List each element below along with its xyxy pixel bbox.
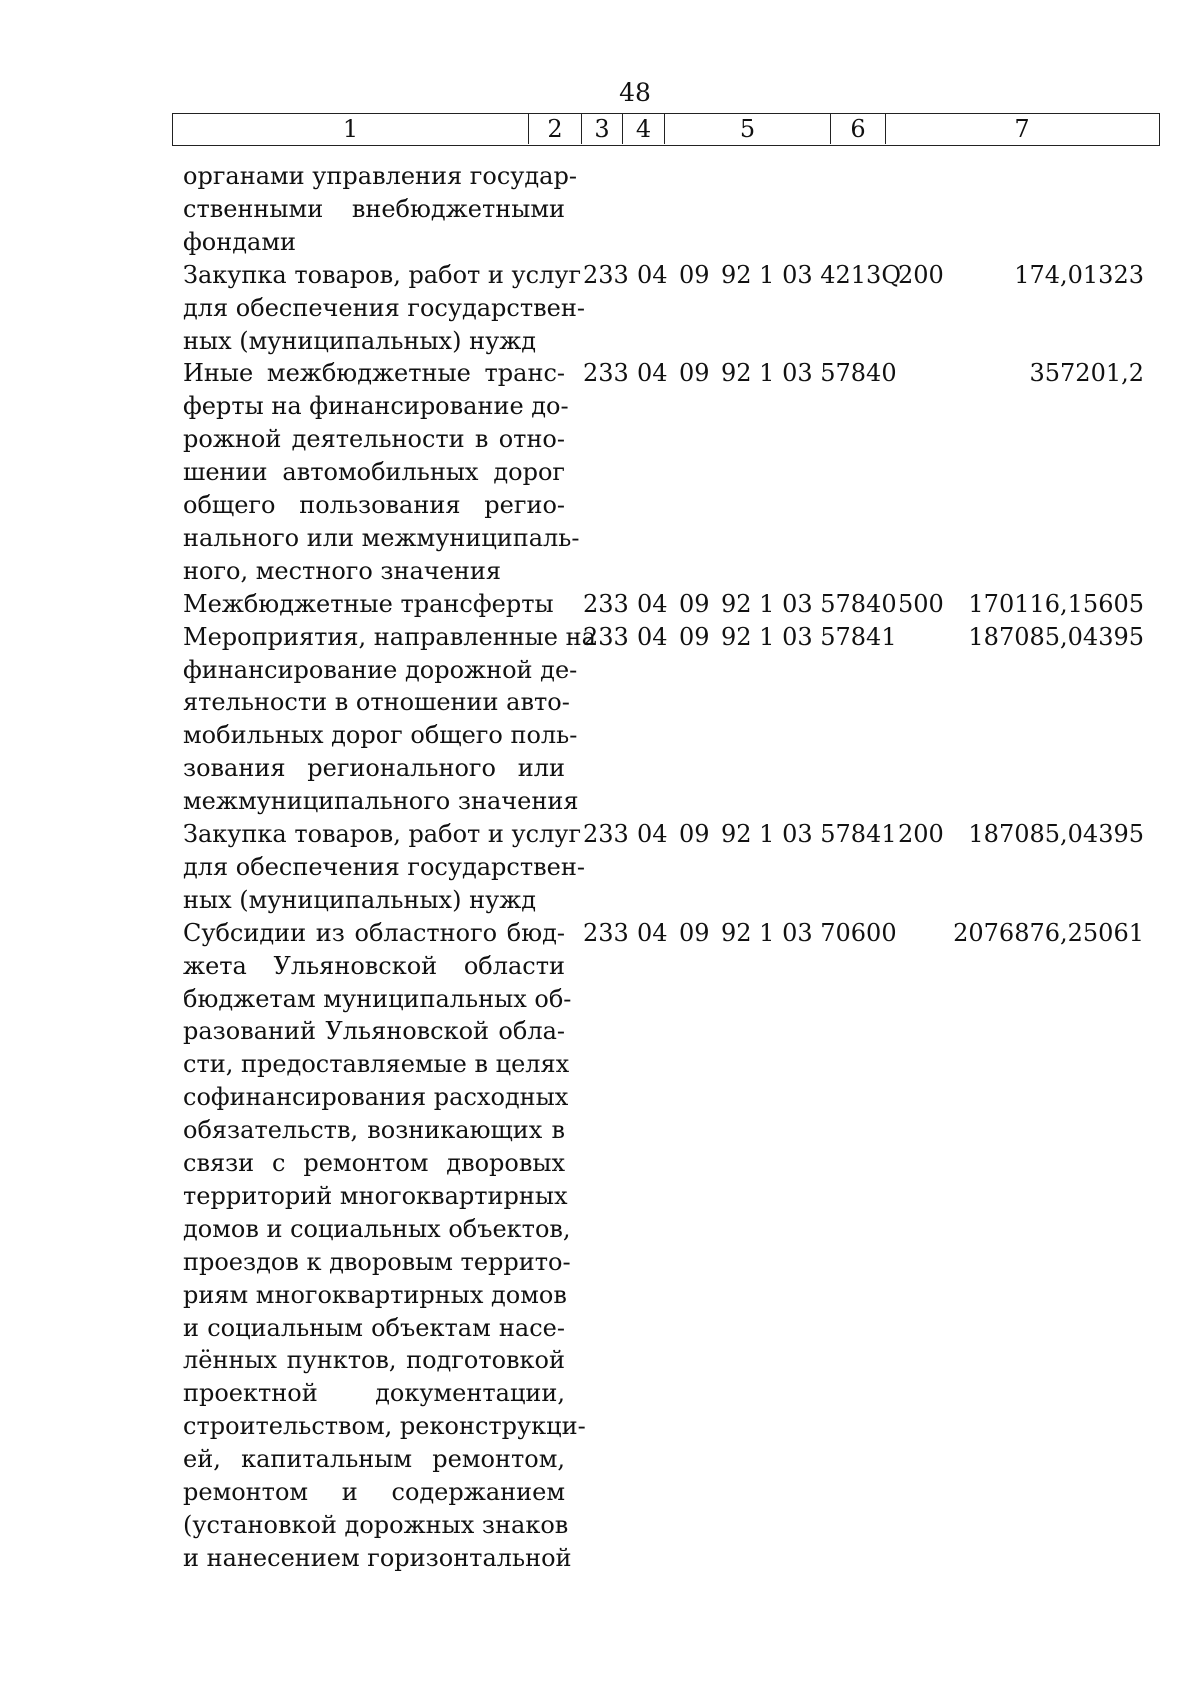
row-section-code: 04 — [637, 918, 668, 947]
description-line: лённых пунктов, подготовкой — [183, 1346, 565, 1375]
row-section-code: 04 — [637, 820, 668, 848]
row-target-code: 92 1 03 57840 — [721, 359, 897, 388]
description-line: (установкой дорожных знаков — [183, 1511, 569, 1539]
description-line: для обеспечения государствен- — [183, 852, 585, 881]
header-col-6: 6 — [830, 114, 885, 144]
description-line: жета Ульяновской области — [183, 951, 565, 980]
description-line: домов и социальных объектов, — [183, 1214, 571, 1243]
description-line: Межбюджетные трансферты — [183, 589, 554, 618]
header-col-1: 1 — [342, 115, 359, 143]
description-line: проездов к дворовым террито- — [183, 1247, 571, 1276]
row-ministry-code: 233 — [583, 260, 629, 289]
row-target-code: 92 1 03 57841 — [721, 820, 897, 848]
row-ministry-code: 233 — [583, 589, 629, 618]
header-col-5: 5 — [664, 114, 830, 144]
header-col-2: 2 — [528, 114, 581, 144]
row-amount: 357201,2 — [1029, 359, 1144, 388]
description-line: связи с ремонтом дворовых — [183, 1149, 565, 1178]
description-line: зования регионального или — [183, 754, 565, 783]
header-col-7: 7 — [885, 114, 1158, 144]
description-line: и нанесением горизонтальной — [183, 1543, 572, 1572]
description-line: органами управления государ- — [183, 162, 577, 190]
page-number: 48 — [619, 78, 651, 107]
row-description — [183, 259, 585, 358]
row-amount: 174,01323 — [1014, 260, 1144, 289]
description-line: ятельности в отношении авто- — [183, 688, 570, 717]
description-line: разований Ульяновской обла- — [183, 1017, 565, 1046]
row-target-code: 92 1 03 70600 — [721, 918, 897, 947]
description-line: нального или межмуниципаль- — [183, 523, 580, 552]
description-line: обязательств, возникающих в — [183, 1116, 565, 1145]
row-subsection-code: 09 — [679, 820, 710, 848]
row-amount: 2076876,25061 — [953, 918, 1144, 947]
table-header — [172, 113, 1160, 146]
row-section-code: 04 — [637, 359, 668, 388]
row-expense-code: 200 — [898, 260, 944, 289]
row-expense-code: 200 — [898, 820, 944, 848]
description-line: риям многоквартирных домов — [183, 1280, 567, 1309]
description-line: ного, местного значения — [183, 556, 502, 585]
row-ministry-code: 233 — [583, 918, 629, 947]
row-ministry-code: 233 — [583, 820, 629, 848]
row-subsection-code: 09 — [679, 589, 710, 618]
description-line: для обеспечения государствен- — [183, 293, 585, 322]
description-line: ремонтом и содержанием — [183, 1478, 565, 1507]
description-line: рожной деятельности в отно- — [183, 425, 565, 454]
description-line: Субсидии из областного бюд- — [183, 918, 565, 947]
description-line: финансирование дорожной де- — [183, 655, 578, 684]
row-description — [183, 160, 577, 259]
description-line: мобильных дорог общего поль- — [183, 721, 578, 750]
row-target-code: 92 1 03 57840 — [721, 589, 897, 618]
description-line: строительством, реконструкци- — [183, 1412, 586, 1441]
row-description — [183, 818, 585, 917]
description-line: территорий многоквартирных — [183, 1181, 568, 1210]
description-line: шении автомобильных дорог — [183, 458, 565, 487]
row-description — [183, 357, 580, 587]
description-line: Иные межбюджетные транс- — [183, 359, 565, 388]
description-line: и социальным объектам насе- — [183, 1313, 565, 1342]
row-target-code: 92 1 03 4213Q — [721, 260, 901, 289]
description-line: проектной документации, — [183, 1379, 565, 1408]
row-amount: 170116,15605 — [968, 589, 1144, 618]
description-line: сти, предоставляемые в целях — [183, 1050, 570, 1079]
row-description — [183, 621, 596, 818]
row-ministry-code: 233 — [583, 622, 629, 651]
row-subsection-code: 09 — [679, 359, 710, 388]
description-line: Закупка товаров, работ и услуг — [183, 820, 582, 848]
description-line: межмуниципального значения — [183, 787, 579, 816]
description-line: Мероприятия, направленные на — [183, 622, 596, 651]
description-line: ных (муниципальных) нужд — [183, 885, 537, 914]
header-col-3: 3 — [581, 114, 622, 144]
description-line: ственными внебюджетными — [183, 194, 565, 223]
row-section-code: 04 — [637, 622, 668, 651]
row-section-code: 04 — [637, 589, 668, 618]
description-line: бюджетам муниципальных об- — [183, 984, 572, 1013]
description-line: фондами — [183, 227, 296, 256]
row-description — [183, 588, 565, 621]
header-col-4: 4 — [622, 114, 664, 144]
row-amount: 187085,04395 — [968, 622, 1144, 651]
description-line: ей, капитальным ремонтом, — [183, 1445, 565, 1474]
row-subsection-code: 09 — [679, 260, 710, 289]
row-section-code: 04 — [637, 260, 668, 289]
row-amount: 187085,04395 — [968, 820, 1144, 848]
row-subsection-code: 09 — [679, 918, 710, 947]
row-subsection-code: 09 — [679, 622, 710, 651]
description-line: общего пользования регио- — [183, 491, 565, 520]
row-target-code: 92 1 03 57841 — [721, 622, 897, 651]
description-line: ных (муниципальных) нужд — [183, 326, 537, 355]
row-description — [183, 917, 586, 1575]
description-line: ферты на финансирование до- — [183, 392, 569, 421]
description-line: Закупка товаров, работ и услуг — [183, 260, 582, 289]
description-line: софинансирования расходных — [183, 1083, 569, 1112]
row-ministry-code: 233 — [583, 359, 629, 388]
row-expense-code: 500 — [898, 589, 944, 618]
